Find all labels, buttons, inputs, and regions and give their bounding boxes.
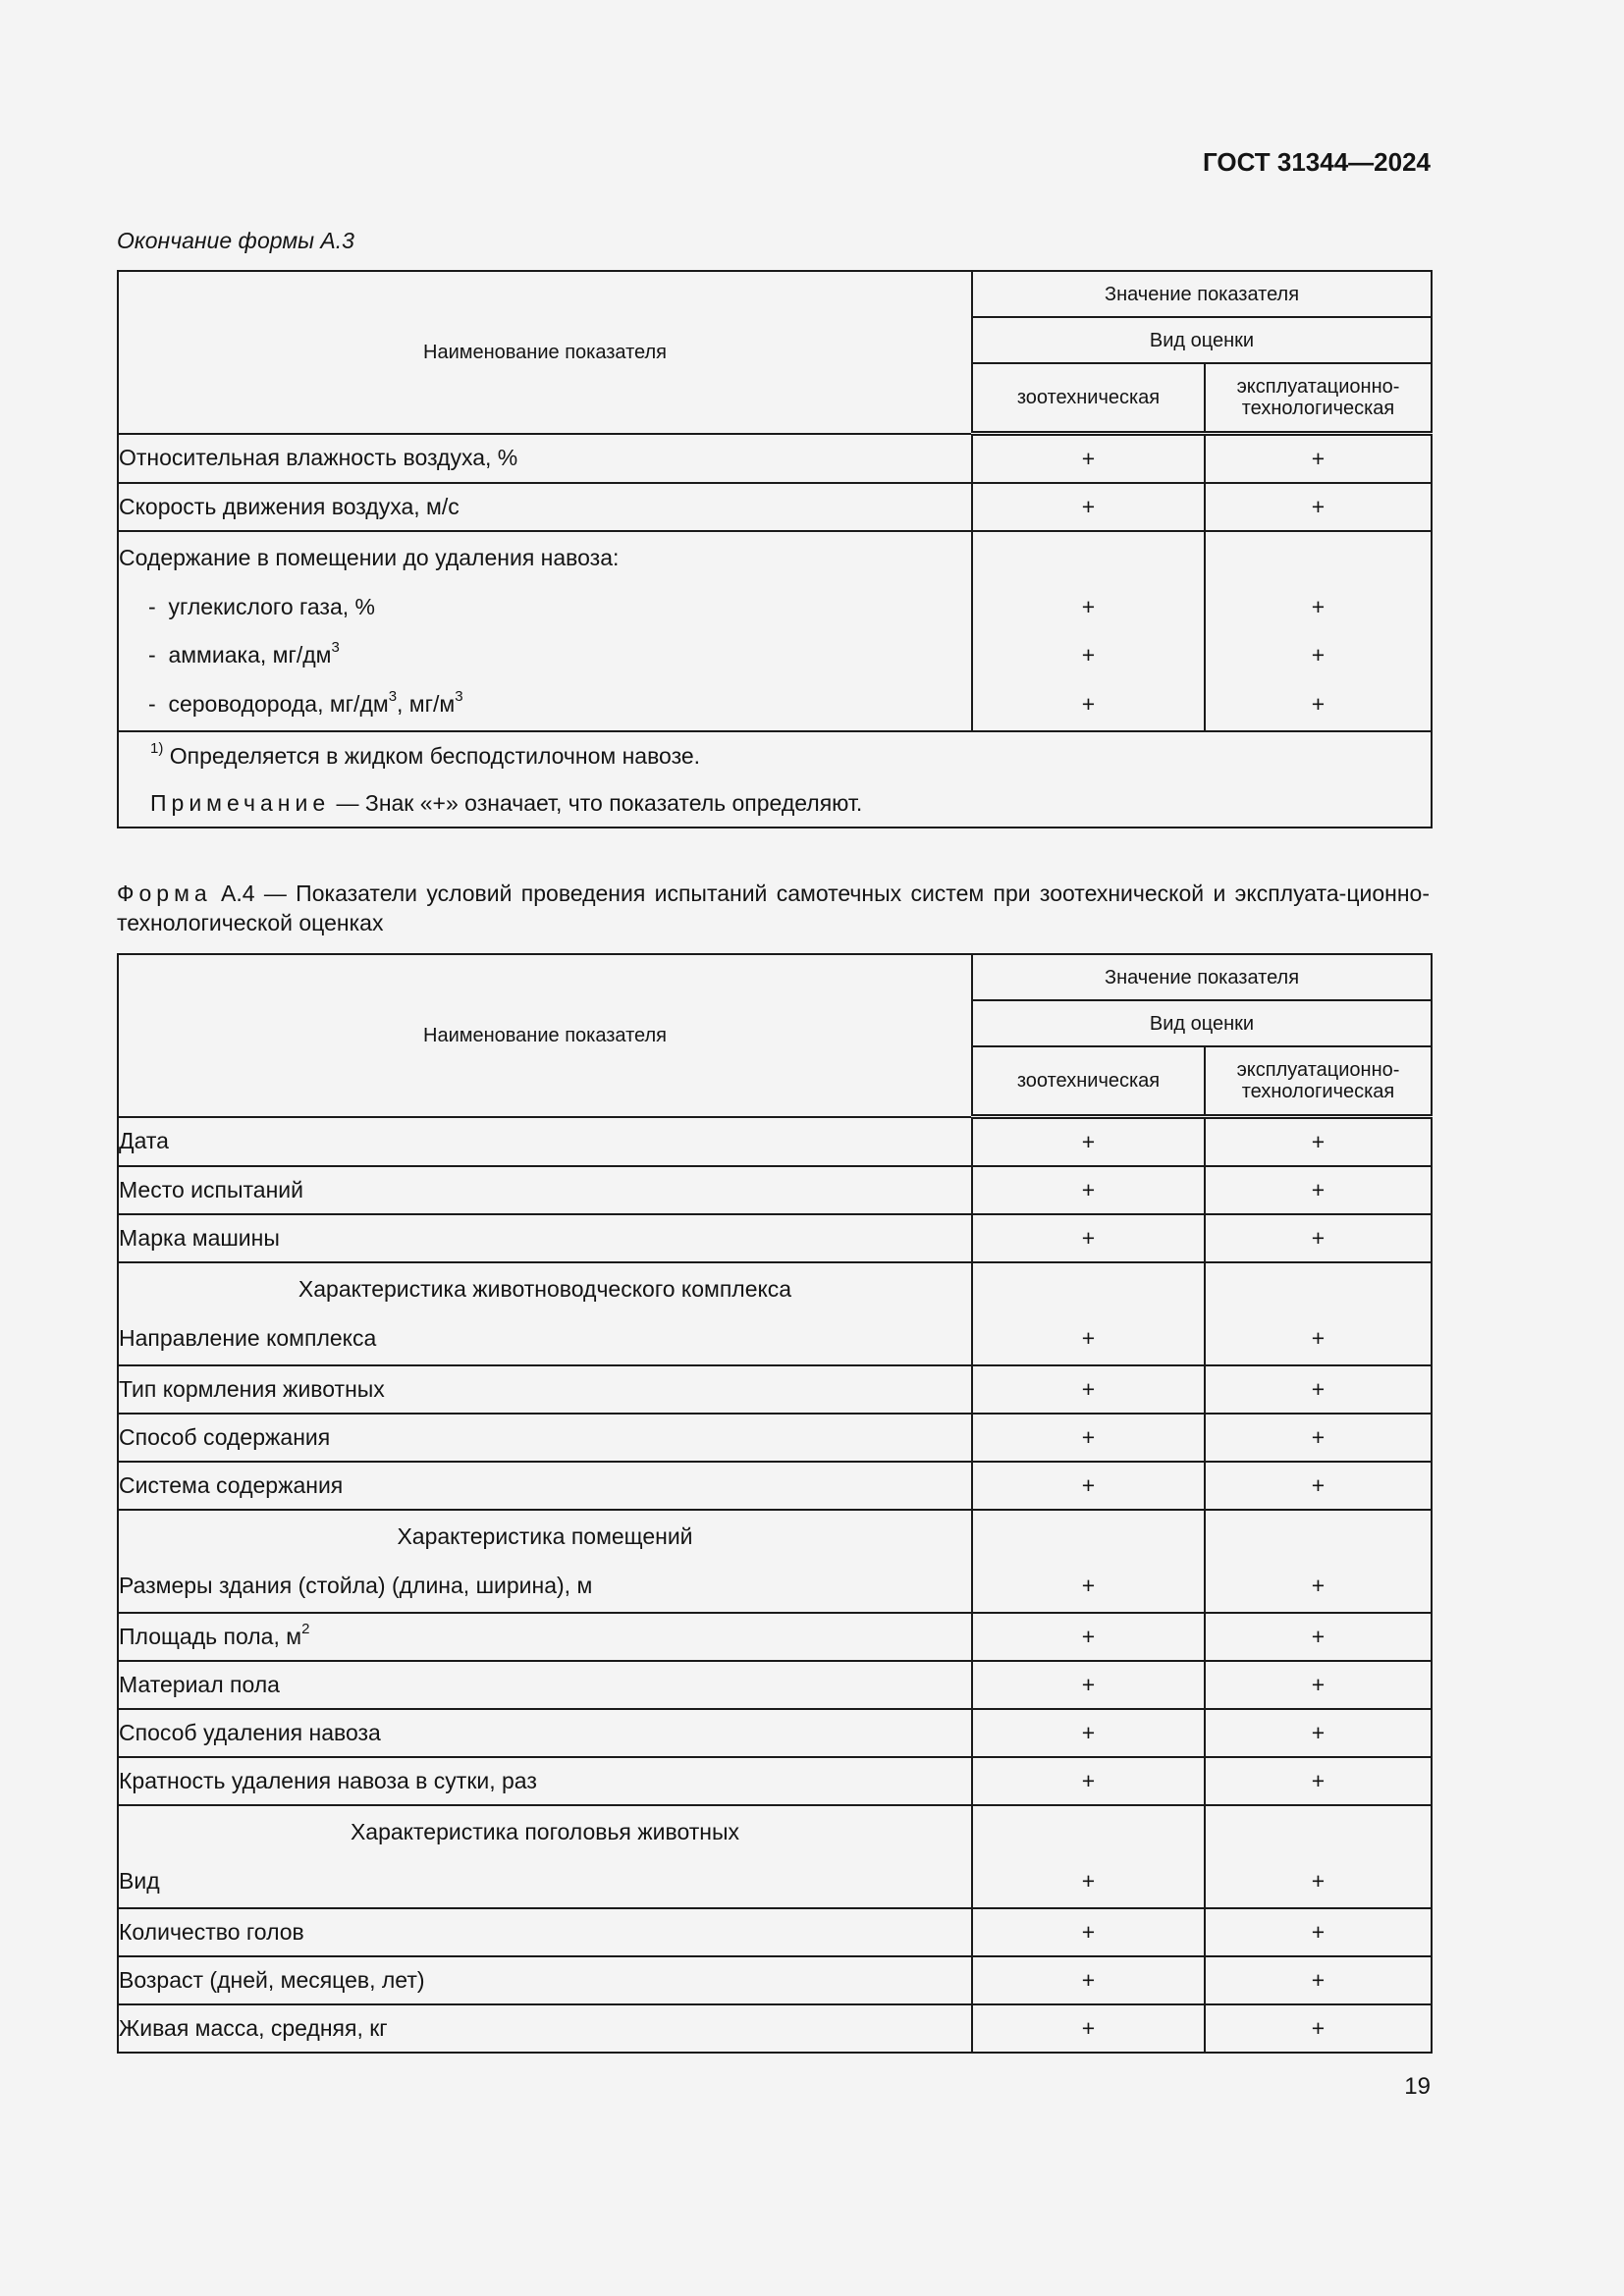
group-title: Характеристика животноводческого комплекса [298,1276,792,1302]
table-row-group [118,1262,1432,1365]
table-row [118,1365,1432,1414]
table-row [118,1214,1432,1262]
header-indicator-value: Значение показателя [972,271,1432,317]
cell-zootechnical: + [972,1462,1205,1510]
cell-zootechnical: + [972,1214,1205,1262]
row-label: Возраст (дней, месяцев, лет) [118,1956,972,2004]
cell-operational: + [1205,1709,1432,1757]
row-label: Дата [118,1117,972,1167]
table-row-group [118,1510,1432,1613]
row-label: Способ содержания [118,1414,972,1462]
cell-operational: + [1205,1908,1432,1956]
table-form-a3-end [117,270,1433,828]
header-assessment-type: Вид оценки [972,1000,1432,1046]
table-row-group [118,531,1432,731]
group-item: - аммиака, $мг/дм^3$ [148,639,340,667]
table-row [118,434,1432,484]
row-label: Кратность удаления навоза в сутки, раз [118,1757,972,1805]
cell-operational: + [1205,1365,1432,1414]
row-label: Место испытаний [118,1166,972,1214]
cell-operational: + [1205,434,1432,484]
table1-caption: Окончание формы А.3 [117,228,354,253]
row-label: Количество голов [118,1908,972,1956]
table-row-group [118,1805,1432,1908]
row-label: Скорость движения воздуха, м/с [118,483,972,531]
table-row [118,1908,1432,1956]
cell-operational: + [1205,1462,1432,1510]
cell-operational: + [1205,1757,1432,1805]
cell-zootechnical: + [1081,1867,1096,1894]
cell-zootechnical: + [1081,642,1096,667]
group-item: - сероводорода, $мг/дм^3$, $мг/м^3$ [148,687,463,717]
header-indicator-name: Наименование показателя [118,954,972,1117]
header-zootechnical: зоотехническая [972,363,1205,434]
cell-operational: + [1311,642,1326,667]
header-operational: эксплуатационно-технологическая [1205,1046,1432,1117]
table-row [118,2004,1432,2053]
cell-zootechnical: + [972,1414,1205,1462]
table-row [118,483,1432,531]
row-label: Площадь пола, $м^2$ [118,1613,972,1661]
row-label: Система содержания [118,1462,972,1510]
cell-zootechnical: + [972,1661,1205,1709]
row-label: Направление комплекса [119,1324,377,1351]
row-label: Относительная влажность воздуха, % [118,434,972,484]
table2-caption: Форма А.4 — Показатели условий проведения испытаний самотечных систем при зоотехнической и эксплуата-ционно-технологической оценках [117,881,1430,935]
row-label: Вид [119,1867,160,1894]
header-zootechnical: зоотехническая [972,1046,1205,1117]
cell-operational: + [1311,593,1326,619]
table-row [118,1414,1432,1462]
table-row [118,1956,1432,2004]
cell-operational: + [1205,1956,1432,2004]
table-row [118,1613,1432,1661]
document-number: ГОСТ 31344—2024 [1203,147,1431,177]
row-label: Размеры здания (стойла) (длина, ширина), м [119,1572,593,1598]
footnote: $^{1)}$ Определяется в жидком бесподстилочном навозе. [150,740,701,769]
table-row [118,1709,1432,1757]
cell-zootechnical: + [1081,1324,1096,1351]
header-assessment-type: Вид оценки [972,317,1432,363]
row-label: Тип кормления животных [118,1365,972,1414]
page-number: 19 [1404,2073,1431,2100]
table-row [118,1166,1432,1214]
row-label: Материал пола [118,1661,972,1709]
row-label: Живая масса, средняя, кг [118,2004,972,2053]
cell-operational: + [1205,483,1432,531]
cell-operational: + [1205,2004,1432,2053]
group-title: Характеристика помещений [397,1523,693,1549]
group-title: Содержание в помещении до удаления навоза: [119,545,620,570]
cell-zootechnical: + [972,1166,1205,1214]
group-item: - углекислого газа, % [148,593,375,619]
cell-operational: + [1311,1867,1326,1894]
cell-operational: + [1311,690,1326,717]
cell-zootechnical: + [972,1613,1205,1661]
table-row [118,1661,1432,1709]
cell-zootechnical: + [972,2004,1205,2053]
cell-operational: + [1205,1414,1432,1462]
table-row [118,1117,1432,1167]
cell-zootechnical: + [1081,1572,1096,1598]
group-title: Характеристика поголовья животных [350,1819,740,1844]
cell-operational: + [1311,1324,1326,1351]
table-form-a4 [117,953,1433,2054]
cell-zootechnical: + [972,483,1205,531]
cell-zootechnical: + [972,1956,1205,2004]
cell-operational: + [1205,1214,1432,1262]
header-indicator-name: Наименование показателя [118,271,972,434]
cell-operational: + [1205,1613,1432,1661]
cell-operational: + [1205,1117,1432,1167]
cell-zootechnical: + [972,1365,1205,1414]
table-notes [118,731,1432,828]
header-indicator-value: Значение показателя [972,954,1432,1000]
cell-zootechnical: + [972,1757,1205,1805]
header-operational: эксплуатационно-технологическая [1205,363,1432,434]
row-label: Способ удаления навоза [118,1709,972,1757]
note: Примечание — Знак «+» означает, что показатель определяют. [150,790,863,816]
cell-zootechnical: + [1081,593,1096,619]
table-row [118,1757,1432,1805]
cell-zootechnical: + [972,434,1205,484]
cell-zootechnical: + [972,1908,1205,1956]
cell-zootechnical: + [972,1709,1205,1757]
cell-zootechnical: + [1081,690,1096,717]
cell-operational: + [1205,1166,1432,1214]
table-row [118,1462,1432,1510]
cell-operational: + [1311,1572,1326,1598]
row-label: Марка машины [118,1214,972,1262]
cell-zootechnical: + [972,1117,1205,1167]
cell-operational: + [1205,1661,1432,1709]
